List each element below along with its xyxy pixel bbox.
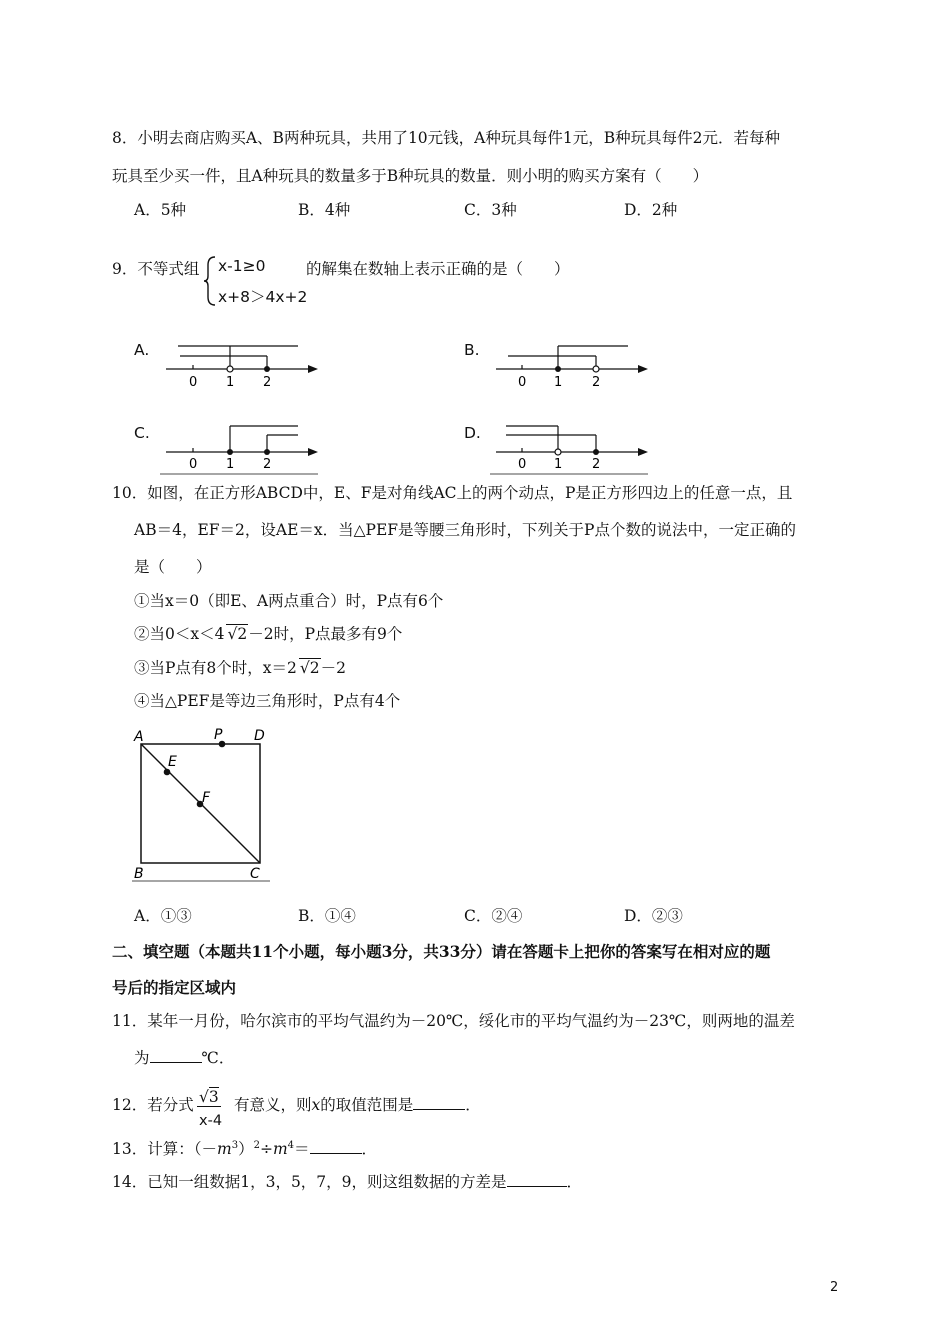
q8-line2: 玩具至少买一件，且A种玩具的数量多于B种玩具的数量．则小明的购买方案有（ ） — [112, 167, 709, 185]
q10-s2-radicand: 2 — [237, 625, 248, 643]
point-label-p: P — [214, 727, 223, 743]
q10-s2-part-a: ②当0＜x＜4 — [134, 625, 225, 643]
q8-option-a: A．5种 — [134, 201, 187, 219]
q13-exp-2: 2 — [253, 1139, 260, 1151]
q9-option-b-label: B. — [464, 341, 480, 359]
q10-option-d: D．②③ — [624, 907, 683, 925]
q10-s3-part-b: －2 — [320, 659, 347, 677]
q12-end: ． — [465, 1096, 481, 1114]
q10-line3: 是（ ） — [134, 558, 212, 576]
tick-label: 1 — [554, 375, 563, 390]
tick-label: 2 — [263, 375, 272, 390]
answer-blank — [310, 1139, 362, 1154]
q9-option-d-label: D. — [464, 424, 481, 442]
point-label-e: E — [168, 754, 177, 770]
q13-divide: ÷ — [259, 1140, 273, 1158]
q11-unit: ℃． — [201, 1049, 235, 1067]
tick-label: 1 — [226, 457, 235, 472]
q12-text-b: 的取值范围是 — [320, 1096, 414, 1114]
tick-label: 1 — [554, 457, 563, 472]
section-2-heading-line1: 二、填空题（本题共11个小题，每小题3分，共33分）请在答题卡上把你的答案写在相对应的题 — [112, 942, 771, 961]
q11-line2 — [134, 1046, 234, 1068]
tick-label: 0 — [518, 457, 527, 472]
vertex-label-d: D — [254, 728, 265, 744]
q12-text-a: 有意义，则 — [234, 1096, 312, 1114]
q11-prefix: 为 — [134, 1049, 150, 1067]
q10-line1: 10．如图，在正方形ABCD中，E、F是对角线AC上的两个动点，P是正方形四边上的任意一点，且 — [112, 484, 793, 502]
q12-prefix: 12．若分式 — [112, 1096, 194, 1114]
q10-s3-part-a: ③当P点有8个时，x＝2 — [134, 659, 297, 677]
q8-option-c: C．3种 — [464, 201, 517, 219]
section-2-heading-line2: 号后的指定区域内 — [112, 978, 237, 997]
q13-line — [112, 1137, 377, 1159]
tick-label: 0 — [189, 375, 198, 390]
tick-label: 2 — [592, 375, 601, 390]
q14-text: 14．已知一组数据1，3，5，7，9，则这组数据的方差是 — [112, 1173, 507, 1191]
q12-fraction-numerator: √3 — [199, 1088, 219, 1106]
answer-blank — [413, 1095, 465, 1110]
q10-option-b: B．①④ — [298, 907, 356, 925]
q10-s2-radical: √2 — [227, 625, 248, 643]
q9-option-d-numberline — [490, 418, 655, 476]
q10-statement-2 — [134, 622, 402, 644]
q10-s3-radicand: 2 — [309, 659, 320, 677]
system-brace — [203, 255, 217, 307]
q9-option-a-label: A. — [134, 341, 150, 359]
q13-exp-3: 4 — [287, 1139, 295, 1151]
q12-variable: x — [311, 1096, 321, 1114]
q13-m2: m — [272, 1140, 288, 1158]
q10-line2: AB＝4，EF＝2，设AE＝x．当△PEF是等腰三角形时，下列关于P点个数的说法中，一定正确的 — [134, 521, 796, 539]
q10-s3-radical: √2 — [299, 659, 320, 677]
q8-line1: 8．小明去商店购买A、B两种玩具，共用了10元钱，A种玩具每件1元，B种玩具每件2元．若每种 — [112, 129, 780, 147]
q13-exp-1: 3 — [231, 1139, 239, 1151]
vertex-label-c: C — [250, 866, 260, 882]
tick-label: 2 — [592, 457, 601, 472]
q13-prefix: 13．计算：（－ — [112, 1140, 217, 1158]
q12-suffix — [234, 1093, 481, 1115]
q12-radicand: 3 — [208, 1088, 219, 1106]
vertex-label-a: A — [134, 729, 144, 745]
tick-label: 0 — [518, 375, 527, 390]
q10-square-figure — [128, 726, 278, 884]
q13-close: ） — [238, 1140, 254, 1158]
q9-option-c-numberline — [160, 418, 325, 476]
q9-inequality-1: x-1≥0 — [218, 257, 266, 275]
page-number: 2 — [830, 1280, 839, 1295]
q9-option-c-label: C. — [134, 424, 150, 442]
q9-inequality-2: x+8＞4x+2 — [218, 288, 308, 306]
q10-s2-part-b: －2时，P点最多有9个 — [248, 625, 403, 643]
q13-m: m — [216, 1140, 232, 1158]
tick-label: 1 — [226, 375, 235, 390]
q10-statement-3 — [134, 656, 346, 678]
q8-option-d: D．2种 — [624, 201, 678, 219]
q10-option-c: C．②④ — [464, 907, 523, 925]
q9-option-a-numberline — [160, 337, 325, 392]
point-label-f: F — [202, 790, 211, 806]
answer-blank — [150, 1048, 202, 1063]
q8-option-b: B．4种 — [298, 201, 351, 219]
q10-statement-1: ①当x＝0（即E、A两点重合）时，P点有6个 — [134, 592, 444, 610]
tick-label: 0 — [189, 457, 198, 472]
q12-fraction-denominator: x-4 — [199, 1113, 223, 1129]
q9-suffix: 的解集在数轴上表示正确的是（ ） — [306, 260, 570, 278]
tick-label: 2 — [263, 457, 272, 472]
vertex-label-b: B — [134, 866, 144, 882]
q10-statement-4: ④当△PEF是等边三角形时，P点有4个 — [134, 692, 401, 710]
q13-equals: ＝ — [294, 1140, 310, 1158]
q14-line — [112, 1170, 582, 1192]
answer-blank — [507, 1172, 567, 1187]
q11-line1: 11．某年一月份，哈尔滨市的平均气温约为－20℃，绥化市的平均气温约为－23℃，则两地的温差 — [112, 1012, 795, 1030]
q13-end: ． — [361, 1140, 378, 1158]
q9-prefix: 9．不等式组 — [112, 260, 200, 278]
q14-end: ． — [566, 1173, 583, 1191]
q10-option-a: A．①③ — [134, 907, 192, 925]
q9-option-b-numberline — [490, 337, 655, 392]
